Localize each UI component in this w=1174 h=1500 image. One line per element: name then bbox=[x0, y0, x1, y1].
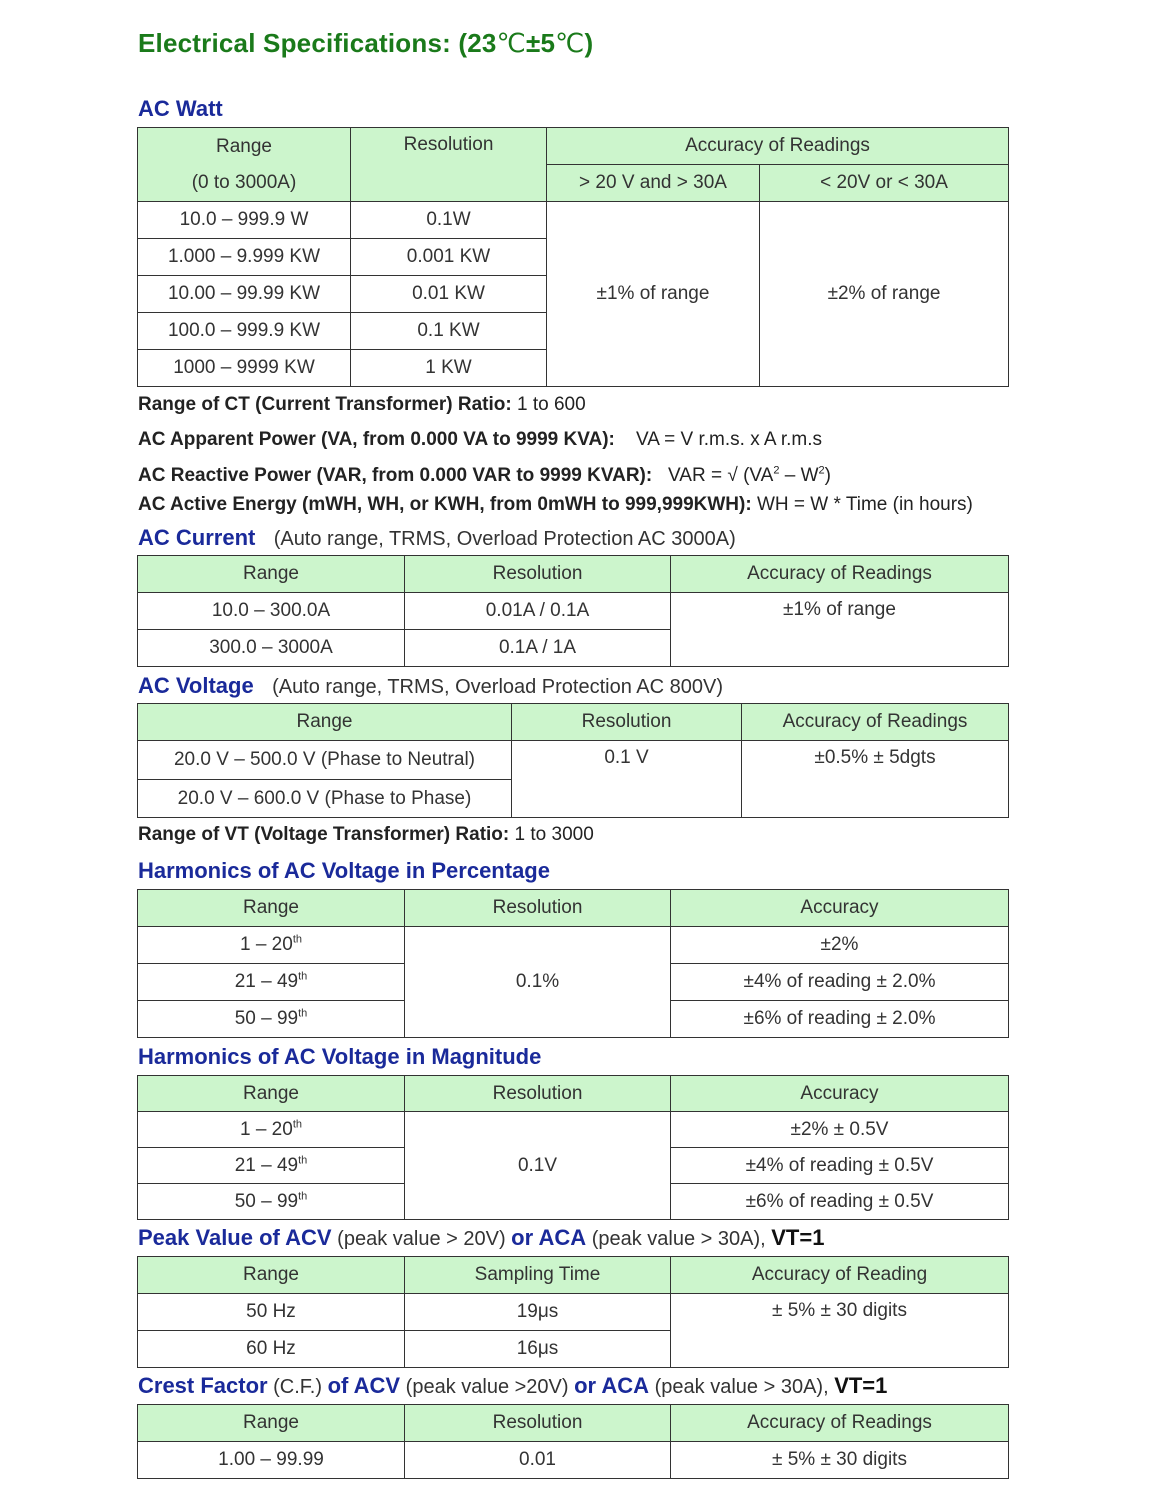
cell-accuracy-low: ±2% of range bbox=[760, 202, 1009, 387]
cell-accuracy: ±6% of reading ± 2.0% bbox=[671, 1001, 1009, 1038]
header-resolution: Resolution bbox=[405, 556, 671, 593]
cell-range: 21 – 49th bbox=[138, 964, 405, 1001]
ac-watt-heading: AC Watt bbox=[138, 96, 223, 121]
cell-range: 1000 – 9999 KW bbox=[138, 350, 351, 387]
harmonics-magnitude-heading: Harmonics of AC Voltage in Magnitude bbox=[138, 1044, 542, 1069]
cell-range: 1 – 20th bbox=[138, 927, 405, 964]
cell-range: 1 – 20th bbox=[138, 1112, 405, 1148]
header-accuracy: Accuracy bbox=[671, 890, 1009, 927]
cell-range: 100.0 – 999.9 KW bbox=[138, 313, 351, 350]
peak-value-heading: Peak Value of ACV (peak value > 20V) or ACA (peak value > 30A), VT=1 bbox=[138, 1225, 825, 1250]
ac-voltage-table bbox=[137, 703, 1009, 818]
table-row bbox=[138, 1294, 1009, 1331]
cell-resolution: 0.1A / 1A bbox=[405, 630, 671, 667]
ac-watt-table bbox=[137, 127, 1009, 387]
harmonics-percentage-heading: Harmonics of AC Voltage in Percentage bbox=[138, 858, 550, 883]
table-row bbox=[138, 927, 1009, 964]
cell-accuracy-high: ±1% of range bbox=[547, 202, 760, 387]
peak-value-table bbox=[137, 1256, 1009, 1368]
cell-accuracy: ±1% of range bbox=[671, 593, 1009, 667]
active-energy-line: AC Active Energy (mWH, WH, or KWH, from 0mWH to 999,999KWH): WH = W * Time (in hours) bbox=[138, 494, 973, 515]
cell-range: 20.0 V – 500.0 V (Phase to Neutral) bbox=[138, 741, 512, 780]
cell-resolution: 0.1V bbox=[405, 1112, 671, 1220]
header-range: Range (0 to 3000A) bbox=[138, 128, 351, 202]
cell-range: 10.0 – 999.9 W bbox=[138, 202, 351, 239]
cell-range: 300.0 – 3000A bbox=[138, 630, 405, 667]
cell-range: 1.000 – 9.999 KW bbox=[138, 239, 351, 276]
cell-range: 50 – 99th bbox=[138, 1001, 405, 1038]
cell-range: 1.00 – 99.99 bbox=[138, 1442, 405, 1479]
apparent-power-line: AC Apparent Power (VA, from 0.000 VA to 9999 KVA): VA = V r.m.s. x A r.m.s bbox=[138, 429, 822, 450]
cell-resolution: 0.001 KW bbox=[351, 239, 547, 276]
header-accuracy: Accuracy of Readings bbox=[742, 704, 1009, 741]
header-resolution: Resolution bbox=[405, 1405, 671, 1442]
harmonics-magnitude-table bbox=[137, 1075, 1009, 1220]
header-accuracy-high: > 20 V and > 30A bbox=[547, 165, 760, 202]
ac-current-heading: AC Current (Auto range, TRMS, Overload Protection AC 3000A) bbox=[138, 525, 736, 550]
table-row bbox=[138, 1112, 1009, 1148]
harmonics-percentage-table bbox=[137, 889, 1009, 1038]
cell-range: 10.0 – 300.0A bbox=[138, 593, 405, 630]
ac-voltage-heading: AC Voltage (Auto range, TRMS, Overload Protection AC 800V) bbox=[138, 673, 724, 698]
vt-ratio-line: Range of VT (Voltage Transformer) Ratio: 1 to 3000 bbox=[138, 824, 594, 845]
header-accuracy: Accuracy of Readings bbox=[547, 128, 1009, 165]
header-range: Range bbox=[138, 556, 405, 593]
cell-resolution: 1 KW bbox=[351, 350, 547, 387]
header-sampling-time: Sampling Time bbox=[405, 1257, 671, 1294]
cell-accuracy: ± 5% ± 30 digits bbox=[671, 1294, 1009, 1368]
ac-current-table bbox=[137, 555, 1009, 667]
header-resolution: Resolution bbox=[405, 890, 671, 927]
header-accuracy: Accuracy of Reading bbox=[671, 1257, 1009, 1294]
header-range: Range bbox=[138, 1076, 405, 1112]
header-range: Range bbox=[138, 1257, 405, 1294]
cell-resolution: 0.1% bbox=[405, 927, 671, 1038]
cell-sampling: 16μs bbox=[405, 1331, 671, 1368]
cell-range: 10.00 – 99.99 KW bbox=[138, 276, 351, 313]
cell-sampling: 19μs bbox=[405, 1294, 671, 1331]
header-range: Range bbox=[138, 890, 405, 927]
crest-factor-table bbox=[137, 1404, 1009, 1479]
cell-resolution: 0.01 bbox=[405, 1442, 671, 1479]
cell-resolution: 0.01A / 0.1A bbox=[405, 593, 671, 630]
table-row bbox=[138, 1442, 1009, 1479]
page-title: Electrical Specifications: (23℃±5℃) bbox=[138, 28, 594, 58]
cell-resolution: 0.1 KW bbox=[351, 313, 547, 350]
cell-range: 60 Hz bbox=[138, 1331, 405, 1368]
cell-accuracy: ±2% ± 0.5V bbox=[671, 1112, 1009, 1148]
cell-range: 20.0 V – 600.0 V (Phase to Phase) bbox=[138, 780, 512, 818]
cell-accuracy: ±0.5% ± 5dgts bbox=[742, 741, 1009, 818]
cell-accuracy: ±6% of reading ± 0.5V bbox=[671, 1184, 1009, 1220]
header-range: Range bbox=[138, 1405, 405, 1442]
table-row bbox=[138, 741, 1009, 780]
cell-accuracy: ±2% bbox=[671, 927, 1009, 964]
cell-accuracy: ±4% of reading ± 0.5V bbox=[671, 1148, 1009, 1184]
cell-accuracy: ±4% of reading ± 2.0% bbox=[671, 964, 1009, 1001]
header-range: Range bbox=[138, 704, 512, 741]
crest-factor-heading: Crest Factor (C.F.) of ACV (peak value >20V) or ACA (peak value > 30A), VT=1 bbox=[138, 1373, 888, 1398]
header-accuracy: Accuracy of Readings bbox=[671, 556, 1009, 593]
header-resolution: Resolution bbox=[405, 1076, 671, 1112]
cell-range: 50 – 99th bbox=[138, 1184, 405, 1220]
table-row bbox=[138, 202, 1009, 239]
ct-ratio-line: Range of CT (Current Transformer) Ratio: 1 to 600 bbox=[138, 394, 586, 415]
header-resolution: Resolution bbox=[351, 128, 547, 202]
header-accuracy-low: < 20V or < 30A bbox=[760, 165, 1009, 202]
cell-resolution: 0.01 KW bbox=[351, 276, 547, 313]
reactive-power-line: AC Reactive Power (VAR, from 0.000 VAR to 9999 KVAR): VAR = √ $(VA^2 - W^2)$ bbox=[138, 464, 831, 486]
header-resolution: Resolution bbox=[512, 704, 742, 741]
cell-range: 50 Hz bbox=[138, 1294, 405, 1331]
header-accuracy: Accuracy bbox=[671, 1076, 1009, 1112]
cell-resolution: 0.1W bbox=[351, 202, 547, 239]
cell-range: 21 – 49th bbox=[138, 1148, 405, 1184]
cell-accuracy: ± 5% ± 30 digits bbox=[671, 1442, 1009, 1479]
header-accuracy: Accuracy of Readings bbox=[671, 1405, 1009, 1442]
cell-resolution: 0.1 V bbox=[512, 741, 742, 818]
table-row bbox=[138, 593, 1009, 630]
